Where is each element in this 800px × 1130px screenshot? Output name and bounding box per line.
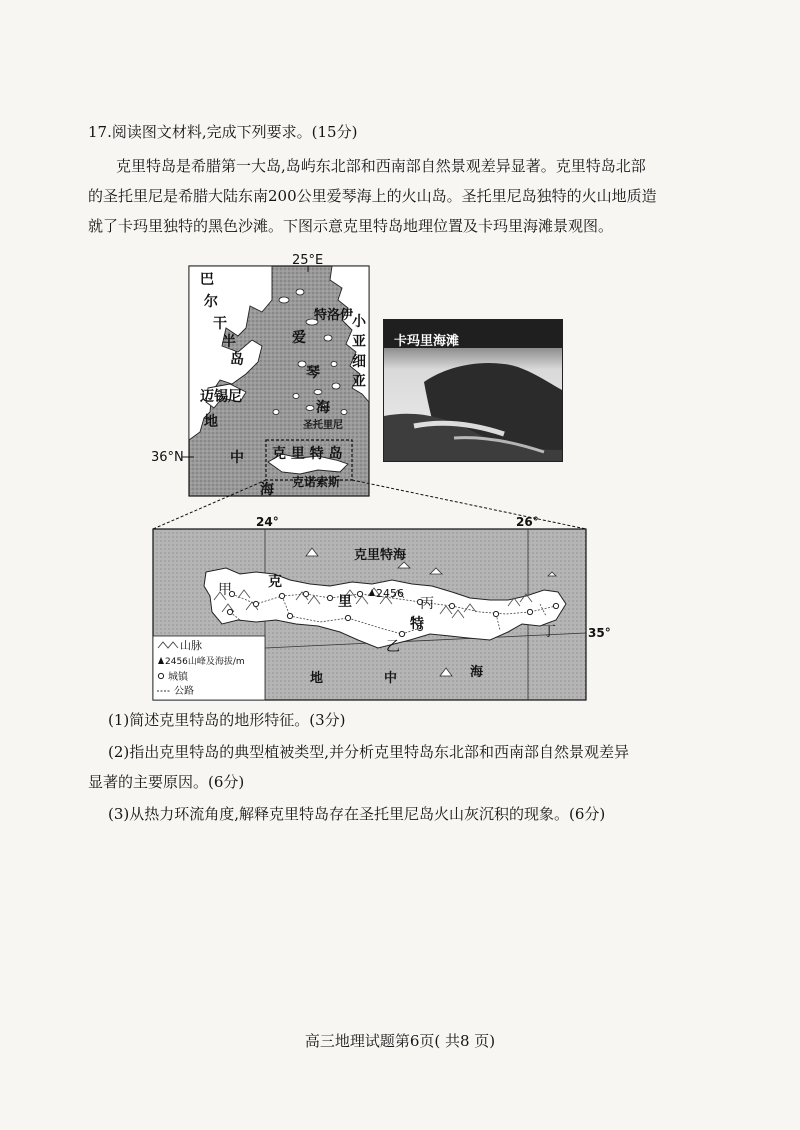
- aegean-char-3: 海: [316, 400, 330, 416]
- balkan-char-1: 巴: [200, 272, 214, 288]
- material-line-2: 的圣托里尼是希腊大陆东南200公里爱琴海上的火山岛。圣托里尼岛独特的火山地质造: [88, 187, 657, 205]
- lon-24-label: 24°: [256, 515, 279, 529]
- med-sea-char-3: 海: [470, 665, 484, 680]
- balkan-char-4: 半: [222, 334, 236, 350]
- asia-minor-char-2: 亚: [352, 334, 366, 350]
- photo-caption: 卡玛里海滩: [394, 334, 460, 349]
- med-sea-char-2: 中: [384, 671, 398, 686]
- mycenae-label: 迈锡尼: [200, 389, 242, 405]
- point-yi: 乙: [386, 639, 400, 655]
- location-map: [151, 253, 369, 498]
- crete-char-2: 里: [338, 594, 352, 610]
- sub-question-2-line-2: 显著的主要原因。(6分): [88, 773, 245, 791]
- legend-mountain: 山脉: [180, 639, 202, 652]
- sub-question-1: (1)简述克里特岛的地形特征。(3分): [108, 711, 346, 729]
- aegean-char-1: 爱: [292, 330, 306, 346]
- aegean-char-2: 琴: [306, 365, 320, 381]
- crete-char-3: 特: [410, 616, 424, 632]
- peak-elevation: 2456: [376, 587, 404, 600]
- santorini-label: 圣托里尼: [303, 420, 343, 431]
- sub-question-2-line-1: (2)指出克里特岛的典型植被类型,并分析克里特岛东北部和西南部自然景观差异: [108, 743, 630, 761]
- lon-25-label: 25°E: [292, 253, 324, 268]
- sub-question-3: (3)从热力环流角度,解释克里特岛存在圣托里尼岛火山灰沉积的现象。(6分): [108, 805, 606, 823]
- map-legend: [153, 636, 265, 700]
- crete-detail-map: [153, 515, 611, 700]
- zoom-line-right: [352, 480, 586, 529]
- lat-36-label: 36°N: [151, 450, 184, 465]
- mediterranean-char-3: 海: [260, 482, 274, 498]
- balkan-char-3: 干: [213, 316, 227, 332]
- asia-minor-char-3: 细: [352, 354, 366, 370]
- legend-town: 城镇: [168, 672, 188, 683]
- troy-label: 特洛伊: [314, 308, 354, 323]
- kamari-beach-photo: [383, 319, 563, 462]
- crete-char-1: 克: [268, 574, 282, 590]
- point-ding: 丁: [542, 624, 556, 640]
- mediterranean-char-1: 地: [204, 414, 218, 430]
- material-line-3: 就了卡玛里独特的黑色沙滩。下图示意克里特岛地理位置及卡玛里海滩景观图。: [88, 217, 614, 235]
- legend-peak: 2456山峰及海拔/m: [165, 657, 245, 667]
- town-legend-icon: [158, 673, 163, 678]
- balkan-char-2: 尔: [204, 294, 218, 310]
- crete-island-label: 克 里 特 岛: [272, 446, 343, 462]
- mediterranean-char-2: 中: [230, 450, 244, 466]
- legend-road: 公路: [174, 686, 194, 697]
- cretan-sea-label: 克里特海: [354, 548, 407, 563]
- lon-26-label: 26°: [516, 515, 539, 529]
- knossos-label: 克诺索斯: [292, 475, 341, 489]
- point-bing: 丙: [420, 596, 434, 612]
- balkan-char-5: 岛: [230, 352, 244, 368]
- point-jia: 甲: [218, 582, 232, 598]
- page-footer: 高三地理试题第6页( 共8 页): [304, 1032, 496, 1050]
- med-sea-char-1: 地: [310, 671, 324, 686]
- asia-minor-char-1: 小: [352, 314, 366, 330]
- material-line-1: 克里特岛是希腊第一大岛,岛屿东北部和西南部自然景观差异显著。克里特岛北部: [116, 157, 646, 175]
- asia-minor-char-4: 亚: [352, 374, 366, 390]
- question-title: 17.阅读图文材料,完成下列要求。(15分): [88, 123, 358, 141]
- lat-35-label: 35°: [588, 626, 611, 640]
